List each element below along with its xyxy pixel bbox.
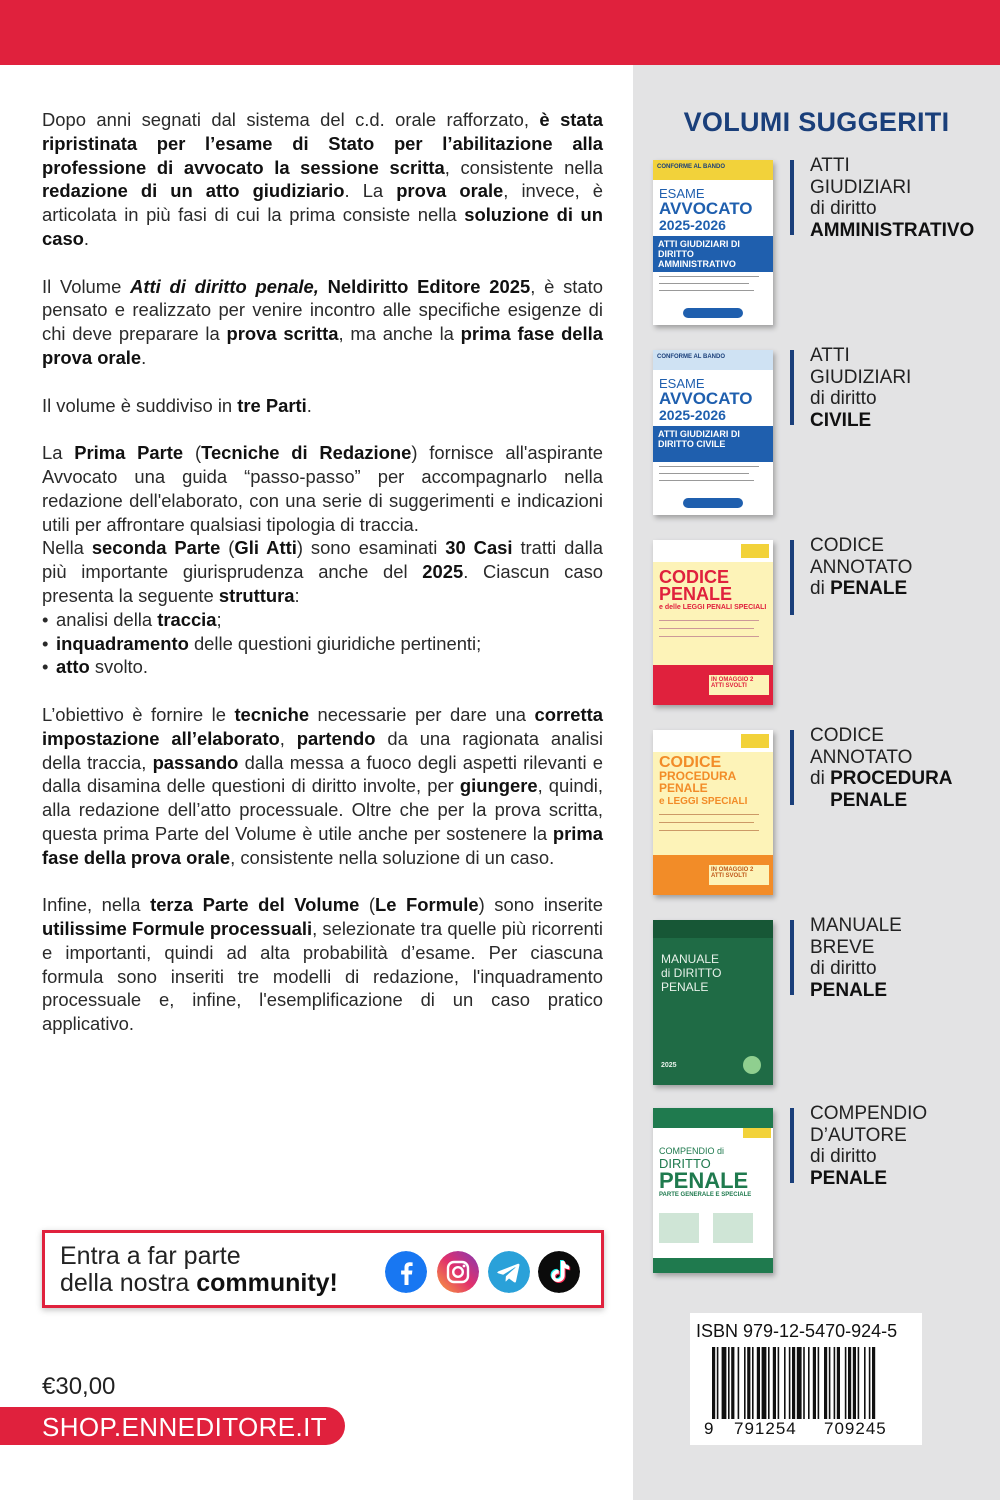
volume-codice-penale[interactable] bbox=[653, 535, 993, 705]
paragraph-parts: Il volume è suddiviso in tre Parti. bbox=[42, 394, 312, 416]
volume-title: ATTI GIUDIZIARI di diritto CIVILE bbox=[810, 345, 912, 431]
isbn-digits-left: 791254 bbox=[734, 1419, 797, 1438]
paragraph-intro: Dopo anni segnati dal sistema del c.d. orale rafforzato, è stata ripristinata per l’esame di Stato per l’abilitazione alla professione di avvocato la sessione scritta, consistente nella redazione di un atto giudiziario. La prova orale, invece, è articolata in più fasi di cui la prima consiste nella soluzione di un caso. bbox=[42, 109, 604, 249]
isbn-label: ISBN 979-12-5470-924-5 bbox=[696, 1321, 898, 1341]
isbn-barcode-box bbox=[690, 1313, 922, 1445]
book-cover: CODICE PENALE e delle LEGGI PENALI SPECIALI IN OMAGGIO 2 ATTI SVOLTI bbox=[653, 540, 773, 705]
community-banner bbox=[42, 1230, 604, 1308]
telegram-icon[interactable] bbox=[488, 1251, 530, 1293]
sidebar-title: VOLUMI SUGGERITI bbox=[683, 107, 950, 137]
volume-title: ATTI GIUDIZIARI di diritto AMMINISTRATIVO bbox=[810, 155, 975, 241]
volume-manuale-breve-penale[interactable] bbox=[653, 915, 993, 1085]
list-item: • inquadramento delle questioni giuridiche pertinenti; bbox=[42, 632, 603, 656]
book-cover: COMPENDIO di DIRITTO PENALE PARTE GENERALE E SPECIALE bbox=[653, 1108, 773, 1273]
book-cover: CONFORME AL BANDO ESAME AVVOCATO 2025-2026 ATTI GIUDIZIARI DI DIRITTO CIVILE bbox=[653, 350, 773, 515]
accent-bar bbox=[790, 1108, 794, 1183]
accent-bar bbox=[790, 350, 794, 425]
accent-bar bbox=[790, 540, 794, 615]
structure-list bbox=[42, 608, 603, 679]
volume-title: MANUALE BREVE di diritto PENALE bbox=[810, 915, 902, 1001]
facebook-icon[interactable] bbox=[385, 1251, 427, 1293]
book-cover: CONFORME AL BANDO ESAME AVVOCATO 2025-2026 ATTI GIUDIZIARI DI DIRITTO AMMINISTRATIVO bbox=[653, 160, 773, 325]
volume-title: COMPENDIO D’AUTORE di diritto PENALE bbox=[810, 1103, 928, 1189]
accent-bar bbox=[790, 160, 794, 235]
volume-title: CODICE ANNOTATO di PROCEDURA PENALE bbox=[810, 725, 952, 811]
volume-codice-procedura-penale[interactable] bbox=[653, 725, 993, 895]
top-red-band bbox=[0, 0, 1000, 65]
price-label: €30,00 bbox=[42, 1373, 116, 1400]
book-cover: MANUALE di DIRITTO PENALE 2025 bbox=[653, 920, 773, 1085]
paragraph-second-part: Nella seconda Parte (Gli Atti) sono esaminati 30 Casi tratti dalla più importante giurisprudenza anche del 2025. Ciascun caso presenta la seguente struttura: bbox=[42, 537, 604, 606]
volume-compendio-penale[interactable] bbox=[653, 1103, 993, 1273]
paragraph-volume: Il Volume Atti di diritto penale, Neldiritto Editore 2025, è stato pensato e realizzato per venire incontro alle specifiche esigenze di chi deve preparare la prova scritta, ma anche la prima fase della prova orale. bbox=[42, 275, 603, 368]
book-cover: CODICE PROCEDURA PENALE e LEGGI SPECIALI IN OMAGGIO 2 ATTI SVOLTI bbox=[653, 730, 773, 895]
list-item: • atto svolto. bbox=[42, 655, 603, 679]
isbn-digits-right: 709245 bbox=[824, 1419, 887, 1438]
volume-title: CODICE ANNOTATO di PENALE bbox=[810, 535, 913, 600]
list-item: • analisi della traccia; bbox=[42, 608, 603, 632]
suggested-volumes-sidebar bbox=[633, 65, 1000, 1500]
isbn-digit-prefix: 9 bbox=[704, 1419, 714, 1438]
paragraph-third-part: Infine, nella terza Parte del Volume (Le Formule) sono inserite utilissime Formule processuali, selezionate tra quelle più ricorrenti e importanti, quindi ad alta probabilità d’esame. Per ciascuna formula sono inseriti tre modelli di redazione, l'inquadramento processuale e, infine, l'esemplificazione di un caso pratico applicativo. bbox=[42, 894, 603, 1035]
accent-bar bbox=[790, 920, 794, 995]
back-cover-text bbox=[42, 108, 603, 1060]
barcode-image bbox=[712, 1347, 912, 1419]
shop-link[interactable]: SHOP.ENNEDITORE.IT bbox=[42, 1412, 328, 1442]
volume-atti-amministrativo[interactable] bbox=[653, 155, 993, 325]
tiktok-icon[interactable] bbox=[538, 1251, 580, 1293]
shop-link-band[interactable] bbox=[0, 1407, 345, 1445]
volume-atti-civile[interactable] bbox=[653, 345, 993, 515]
community-text: Entra a far parte della nostra community! bbox=[60, 1242, 338, 1297]
paragraph-objective: L’obiettivo è fornire le tecniche necessarie per dare una corretta impostazione all’elaborato, partendo da una ragionata analisi della traccia, passando dalla messa a fuoco degli aspetti rilevanti e dalla disamina delle questioni di diritto involte, per giungere, quindi, alla redazione dell’atto processuale. Oltre che per la prova scritta, questa prima Parte del Volume è utile anche per sostenere la prima fase della prova orale, consistente nella soluzione di un caso. bbox=[42, 703, 604, 868]
paragraph-first-part: La Prima Parte (Tecniche di Redazione) fornisce all'aspirante Avvocato una guida “passo-passo” per accompagnarlo nella redazione dell'elaborato, con una serie di suggerimenti e indicazioni utili per affrontare qualsiasi tipologia di traccia. bbox=[42, 442, 603, 535]
instagram-icon[interactable] bbox=[437, 1251, 479, 1293]
accent-bar bbox=[790, 730, 794, 805]
